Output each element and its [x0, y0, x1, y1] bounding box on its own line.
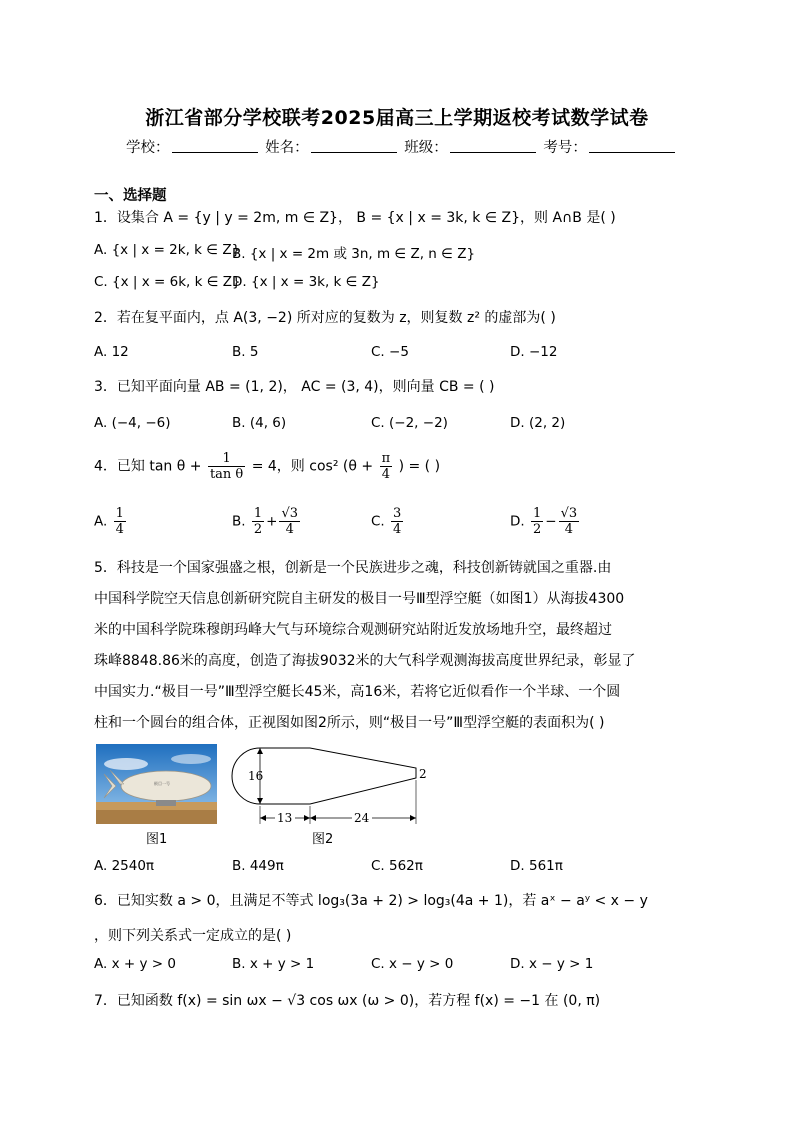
q5-option-a: A. 2540π: [94, 858, 155, 874]
q4-a-label: A.: [94, 513, 108, 530]
q5-line-2: 中国科学院空天信息创新研究院自主研发的极目一号Ⅲ型浮空艇（如图1）从海拔4300: [94, 591, 625, 607]
q4-d-op: −: [545, 513, 557, 530]
q4-option-d: [510, 506, 581, 537]
q1-option-b: B. {x | x = 2m 或 3n, m ∈ Z, n ∈ Z}: [232, 246, 476, 262]
school-blank[interactable]: [172, 152, 258, 153]
q4-c-frac: [391, 506, 403, 537]
figure-2-caption: 图2: [312, 832, 334, 847]
cone-length-label: 24: [354, 811, 370, 825]
airship-photo: [96, 744, 217, 824]
cylinder-length-label: 13: [277, 811, 293, 825]
front-view-diagram: [228, 742, 443, 832]
q6-stem-cont: ，则下列关系式一定成立的是( ): [94, 928, 292, 944]
height-arrow-top: [257, 748, 263, 754]
q1-stem: 1．设集合 A = {y | y = 2m, m ∈ Z}， B = {x | x = 3k, k ∈ Z}，则 A∩B 是( ): [94, 210, 616, 226]
q4-c-num: 3: [393, 506, 402, 521]
height-arrow-bottom: [257, 798, 263, 804]
q4-pi-fraction: [380, 451, 393, 482]
q1-option-d: D. {x | x = 3k, k ∈ Z}: [232, 274, 380, 290]
q4-b-label: B.: [232, 513, 246, 530]
q5-paragraph: [94, 553, 706, 739]
q5-line-6: 柱和一个圆台的组合体，正视图如图2所示，则“极目一号”Ⅲ型浮空艇的表面积为( ): [94, 715, 605, 731]
q4-stem-mid: = 4，则 cos²: [251, 458, 339, 475]
q6-option-c: C. x − y > 0: [371, 956, 454, 972]
q4-pi-den: 4: [381, 467, 390, 482]
q1-option-c: C. {x | x = 6k, k ∈ Z}: [94, 274, 241, 290]
q3-option-a: A. (−4, −6): [94, 415, 171, 431]
q5-option-b: B. 449π: [232, 858, 284, 874]
q4-option-c: [371, 506, 405, 537]
q4-stem-prefix: 4．已知 tan θ +: [94, 458, 202, 475]
q6-option-b: B. x + y > 1: [232, 956, 315, 972]
q5-line-3: 米的中国科学院珠穆朗玛峰大气与环境综合观测研究站附近发放场地升空，最终超过: [94, 622, 612, 638]
q4-b-den1: 2: [253, 522, 263, 537]
q2-stem: 2．若在复平面内，点 A(3, −2) 所对应的复数为 z，则复数 z² 的虚部为( ): [94, 310, 556, 326]
number-label: 考号：: [543, 140, 587, 156]
student-info: [126, 136, 678, 157]
q5-option-d: D. 561π: [510, 858, 563, 874]
number-blank[interactable]: [589, 152, 675, 153]
q4-d-frac1: [531, 506, 543, 537]
q4-stem-suffix: ) = ( ): [398, 458, 441, 475]
q4-d-frac2: [559, 506, 580, 537]
q2-option-a: A. 12: [94, 344, 129, 360]
q6-option-d: D. x − y > 1: [510, 956, 594, 972]
svg-text:极目一号: 极目一号: [154, 781, 170, 786]
q4-pi-num: π: [381, 451, 391, 466]
q5-line-1: 5．科技是一个国家强盛之根，创新是一个民族进步之魂，科技创新铸就国之重器.由: [94, 560, 612, 576]
q1-option-a: A. {x | x = 2k, k ∈ Z}: [94, 242, 241, 258]
q4-frac-den: tan θ: [209, 467, 244, 482]
q4-a-frac: [114, 506, 126, 537]
q4-b-op: +: [266, 513, 278, 530]
q6-stem: 6．已知实数 a > 0，且满足不等式 log₃(3a + 2) > log₃(4a + 1)，若 aˣ − aʸ < x − y: [94, 893, 648, 909]
q4-option-a: [94, 506, 128, 537]
q2-option-c: C. −5: [371, 344, 409, 360]
q4-b-num1: 1: [253, 506, 263, 521]
q6-option-a: A. x + y > 0: [94, 956, 176, 972]
q4-option-b: [232, 506, 302, 537]
exam-title: 浙江省部分学校联考2025届高三上学期返校考试数学试卷: [145, 107, 649, 129]
airship-photo-image: [96, 744, 217, 824]
q4-d-num1: 1: [532, 506, 542, 521]
dim-arrow-2: [304, 815, 310, 821]
q3-option-c: C. (−2, −2): [371, 415, 448, 431]
school-label: 学校：: [126, 140, 170, 156]
q4-b-frac1: [252, 506, 264, 537]
dim-arrow-3: [310, 815, 316, 821]
q4-d-num2: √3: [560, 506, 578, 521]
q4-stem: [94, 451, 440, 482]
q4-d-den2: 4: [564, 522, 573, 537]
q4-a-den: 4: [115, 522, 124, 537]
q4-b-den2: 4: [285, 522, 294, 537]
q2-option-b: B. 5: [232, 344, 259, 360]
q4-c-label: C.: [371, 513, 385, 530]
q2-option-d: D. −12: [510, 344, 558, 360]
class-blank[interactable]: [450, 152, 536, 153]
q5-option-c: C. 562π: [371, 858, 423, 874]
q3-stem: 3．已知平面向量 AB = (1, 2)， AC = (3, 4)，则向量 CB = ( ): [94, 379, 495, 395]
q4-d-den1: 2: [532, 522, 542, 537]
dim-arrow-1: [260, 815, 266, 821]
section-heading: 一、选择题: [94, 188, 167, 204]
q3-option-d: D. (2, 2): [510, 415, 566, 431]
q4-stem-paren: (θ +: [342, 458, 374, 475]
class-label: 班级：: [404, 140, 448, 156]
tip-label: 2: [419, 767, 427, 781]
q4-d-label: D.: [510, 513, 525, 530]
q4-b-num2: √3: [281, 506, 299, 521]
q4-c-den: 4: [393, 522, 402, 537]
height-label: 16: [248, 769, 264, 783]
q3-option-b: B. (4, 6): [232, 415, 287, 431]
q5-line-5: 中国实力.“极目一号”Ⅲ型浮空艇长45米，高16米，若将它近似看作一个半球、一个圆: [94, 684, 621, 700]
q7-stem: 7．已知函数 f(x) = sin ωx − √3 cos ωx (ω > 0)，若方程 f(x) = −1 在 (0, π): [94, 993, 601, 1009]
figure-1-caption: 图1: [146, 832, 168, 847]
q4-b-frac2: [279, 506, 300, 537]
q4-a-num: 1: [115, 506, 124, 521]
q5-line-4: 珠峰8848.86米的高度，创造了海拔9032米的大气科学观测海拔高度世界纪录，彰显了: [94, 653, 636, 669]
name-label: 姓名：: [265, 140, 309, 156]
q4-fraction: [208, 451, 245, 482]
q4-frac-num: 1: [208, 451, 245, 467]
name-blank[interactable]: [311, 152, 397, 153]
dim-arrow-4: [410, 815, 416, 821]
